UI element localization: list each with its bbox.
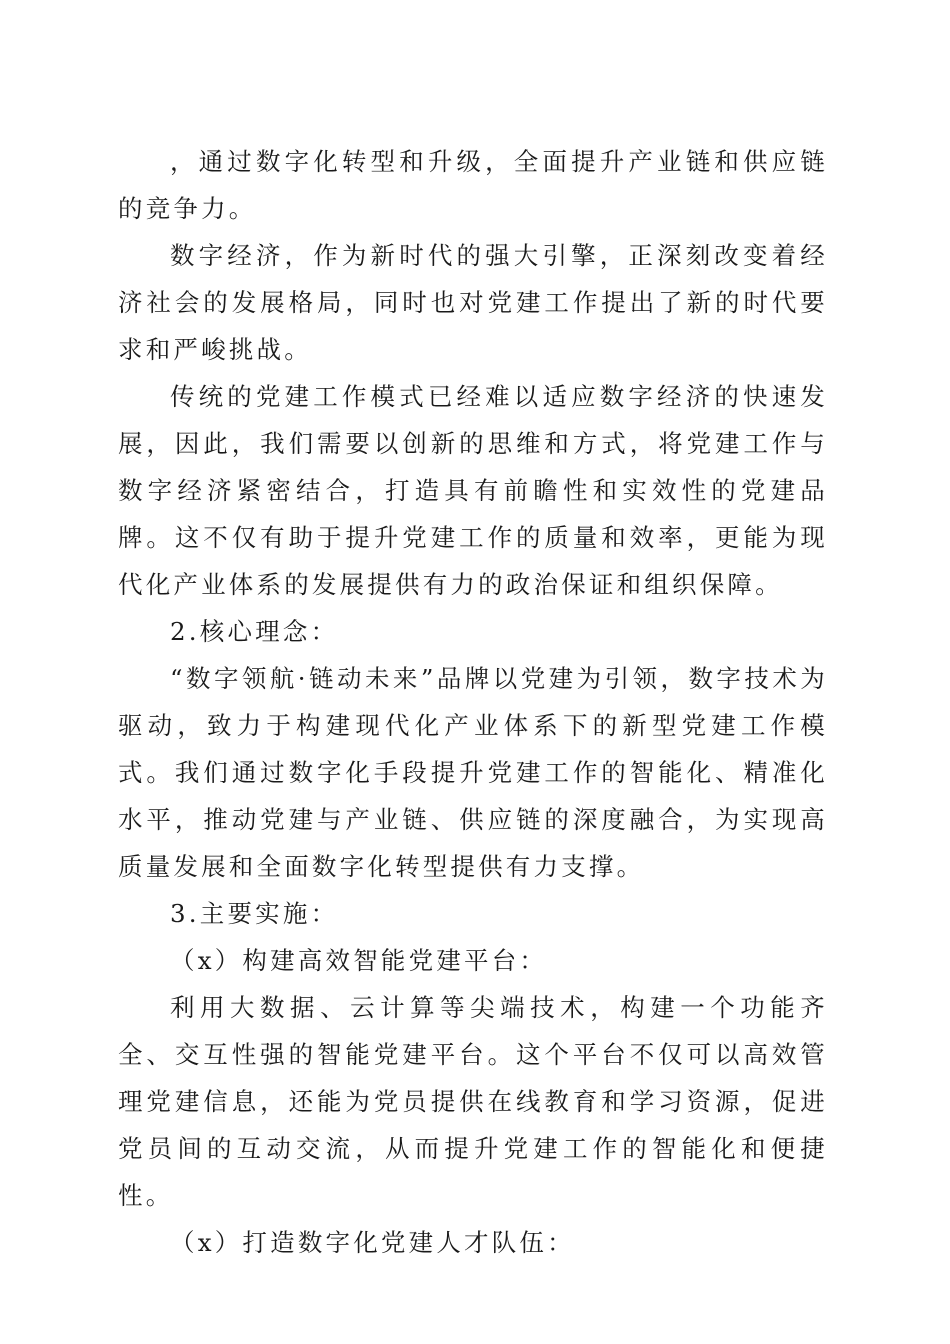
document-page: [118, 138, 828, 1266]
subheading-talent-team: （x）打造数字化党建人才队伍：: [170, 1228, 575, 1257]
paragraph-traditional-mode: 传统的党建工作模式已经难以适应数字经济的快速发展，因此，我们需要以创新的思维和方式，将党建工作与数字经济紧密结合，打造具有前瞻性和实效性的党建品牌。这不仅有助于提升党建工作的质量和效率，更能为现代化产业体系的发展提供有力的政治保证和组织保障。: [118, 382, 828, 599]
paragraph-continuation: ，通过数字化转型和升级，全面提升产业链和供应链的竞争力。: [118, 147, 828, 223]
heading-core-concept: 2.核心理念：: [170, 617, 339, 646]
heading-main-implementation: 3.主要实施：: [170, 899, 339, 928]
paragraph-digital-economy: 数字经济，作为新时代的强大引擎，正深刻改变着经济社会的发展格局，同时也对党建工作提出了新的时代要求和严峻挑战。: [118, 241, 828, 364]
paragraph-brand-concept: “数字领航·链动未来”品牌以党建为引领，数字技术为驱动，致力于构建现代化产业体系下的新型党建工作模式。我们通过数字化手段提升党建工作的智能化、精准化水平，推动党建与产业链、供应链的深度融合，为实现高质量发展和全面数字化转型提供有力支撑。: [118, 664, 828, 881]
paragraph-smart-platform: 利用大数据、云计算等尖端技术，构建一个功能齐全、交互性强的智能党建平台。这个平台不仅可以高效管理党建信息，还能为党员提供在线教育和学习资源，促进党员间的互动交流，从而提升党建工作的智能化和便捷性。: [118, 993, 828, 1210]
subheading-smart-platform: （x）构建高效智能党建平台：: [170, 946, 548, 975]
